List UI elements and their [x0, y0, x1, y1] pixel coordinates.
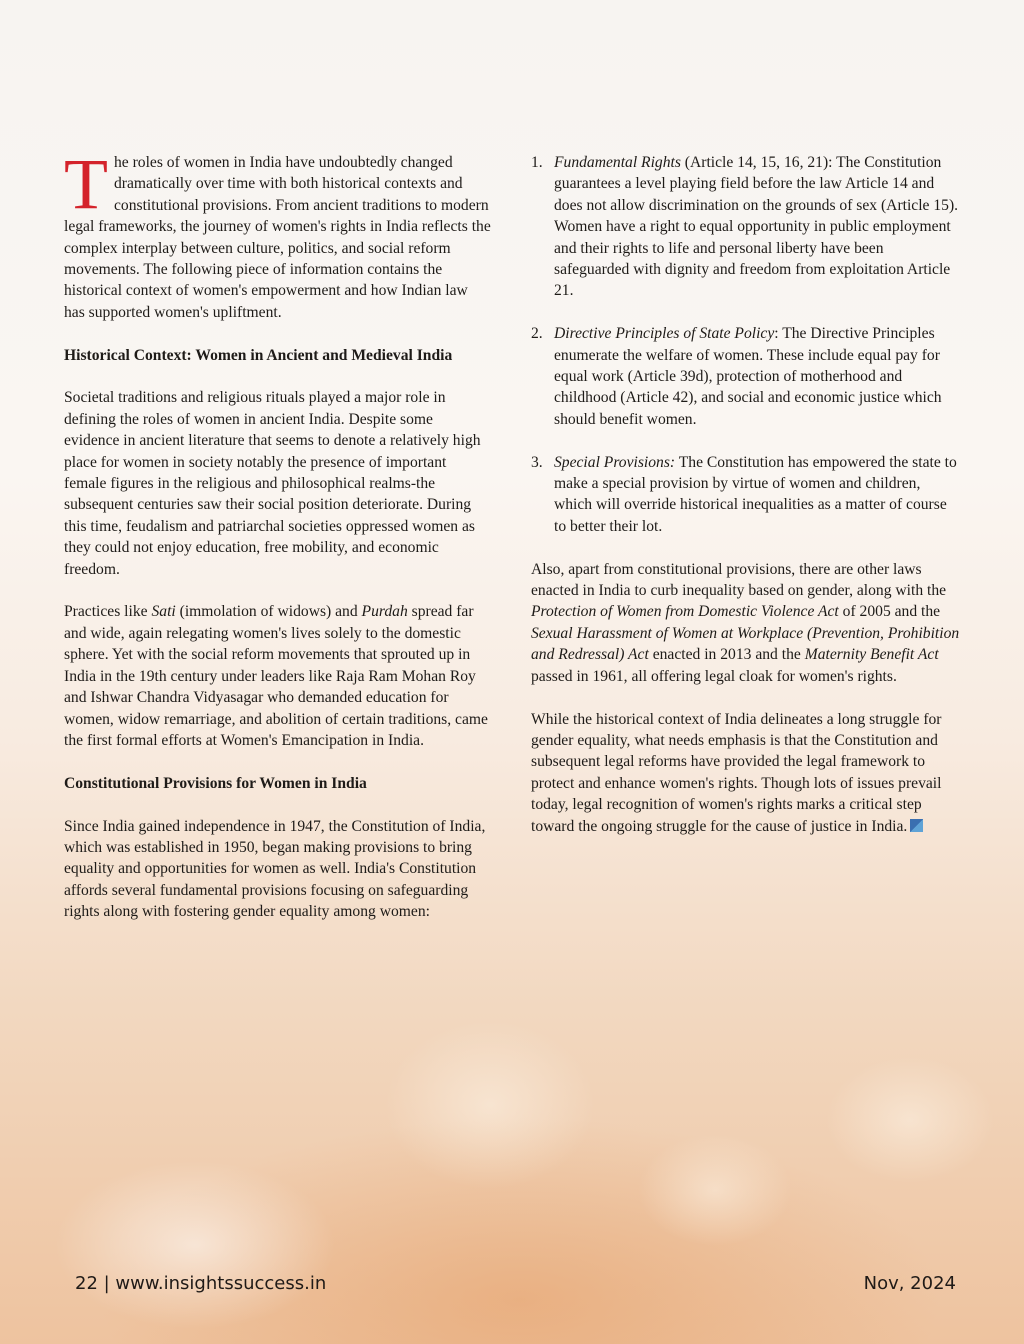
intro-text: he roles of women in India have undoubtedly changed dramatically over time with both historical contexts and constitutional provisions. From ancient traditions to modern legal frameworks, the journey of women's rights in India reflects the complex interplay between culture, politics, and social reform movements. The following piece of information contains the historical context of women's empowerment and how Indian law has supported women's upliftment. — [64, 154, 491, 321]
list-item — [531, 323, 961, 430]
provision-title: Special Provisions: — [554, 453, 676, 471]
provision-text: : The Directive Principles enumerate the welfare of women. These include equal pay for equal work (Article 39d), protection of motherhood and childhood (Article 42), and social and economic justice which should benefit women. — [554, 325, 942, 428]
conclusion-text: While the historical context of India delineates a long struggle for gender equality, what needs emphasis is that the Constitution and subsequent legal reforms have provided the legal framework to protect and enhance women's rights. Though lots of issues prevail today, legal recognition of women's rights marks a critical step toward the ongoing struggle for the cause of justice in India. — [531, 710, 942, 835]
provisions-list — [531, 152, 961, 537]
footer-date: Nov, 2024 — [863, 1273, 956, 1294]
historical-paragraph-2 — [64, 601, 492, 751]
term-purdah: Purdah — [361, 603, 408, 621]
list-number: 2. — [531, 325, 543, 343]
list-item — [531, 152, 961, 302]
text-span: of 2005 and the — [838, 603, 941, 621]
laws-paragraph — [531, 559, 961, 687]
provision-title: Directive Principles of State Policy — [554, 325, 775, 343]
text-span: Also, apart from constitutional provisions, there are other laws enacted in India to curb inequality based on gender, along with the — [531, 560, 947, 600]
conclusion-paragraph — [531, 709, 961, 837]
historical-paragraph-1: Societal traditions and religious rituals played a major role in defining the roles of women in ancient India. Despite some evidence in ancient literature that seems to denote a relatively high place for women in society notably the presence of important female figures in the religious and philosophical realms-the subsequent centuries saw their social position deteriorate. During this time, feudalism and patriarchal societies oppressed women as they could not enjoy education, free mobility, and economic freedom. — [64, 389, 481, 578]
term-sati: Sati — [151, 603, 176, 621]
list-number: 3. — [531, 453, 543, 471]
act-sexual-harassment: Sexual Harassment of Women at Workplace (Prevention, Prohibition and Redressal) Act — [531, 624, 960, 664]
constitutional-paragraph: Since India gained independence in 1947, the Constitution of India, which was established in 1950, began making provisions to bring equality and opportunities for women as well. India's Constitution affords several fundamental provisions focusing on safeguarding rights along with fostering gender equality among women: — [64, 817, 486, 921]
text-span: passed in 1961, all offering legal cloak for women's rights. — [531, 667, 897, 685]
left-column — [64, 144, 492, 944]
section-heading-constitutional: Constitutional Provisions for Women in India — [64, 774, 367, 792]
intro-paragraph — [64, 144, 492, 323]
footer-page-url: 22 | www.insightssuccess.in — [75, 1273, 327, 1294]
drop-cap: T — [64, 144, 108, 224]
text-span: Practices like — [64, 603, 152, 621]
list-item — [531, 452, 961, 538]
text-span: spread far and wide, again relegating women's lives solely to the domestic sphere. Yet with the social reform movements that sprouted up in India in the 19th century under leaders like Raja Ram Mohan Roy and Ishwar Chandra Vidyasagar who demanded education for women, widow remarriage, and abolition of certain traditions, came the first formal efforts at Women's Emancipation in India. — [64, 603, 488, 749]
provision-title: Fundamental Rights — [554, 154, 681, 171]
end-mark-icon — [910, 819, 923, 832]
provision-text: The Constitution has empowered the state to make a special provision by virtue of women and children, which will override historical inequalities as a matter of course to better their lot. — [554, 453, 957, 535]
provision-text: (Article 14, 15, 16, 21): The Constitution guarantees a level playing field before the law Article 14 and does not allow discrimination on the grounds of sex (Article 15). Women have a right to equal opportunity in public employment and their rights to life and personal liberty have been safeguarded with dignity and freedom from exploitation Article 21. — [554, 154, 959, 300]
act-domestic-violence: Protection of Women from Domestic Violence Act — [531, 603, 839, 621]
text-span: enacted in 2013 and the — [648, 646, 805, 664]
list-number: 1. — [531, 154, 543, 171]
text-span: (immolation of widows) and — [175, 603, 362, 621]
section-heading-historical: Historical Context: Women in Ancient and Medieval India — [64, 346, 453, 364]
act-maternity-benefit: Maternity Benefit Act — [804, 646, 939, 664]
right-column — [531, 152, 961, 858]
